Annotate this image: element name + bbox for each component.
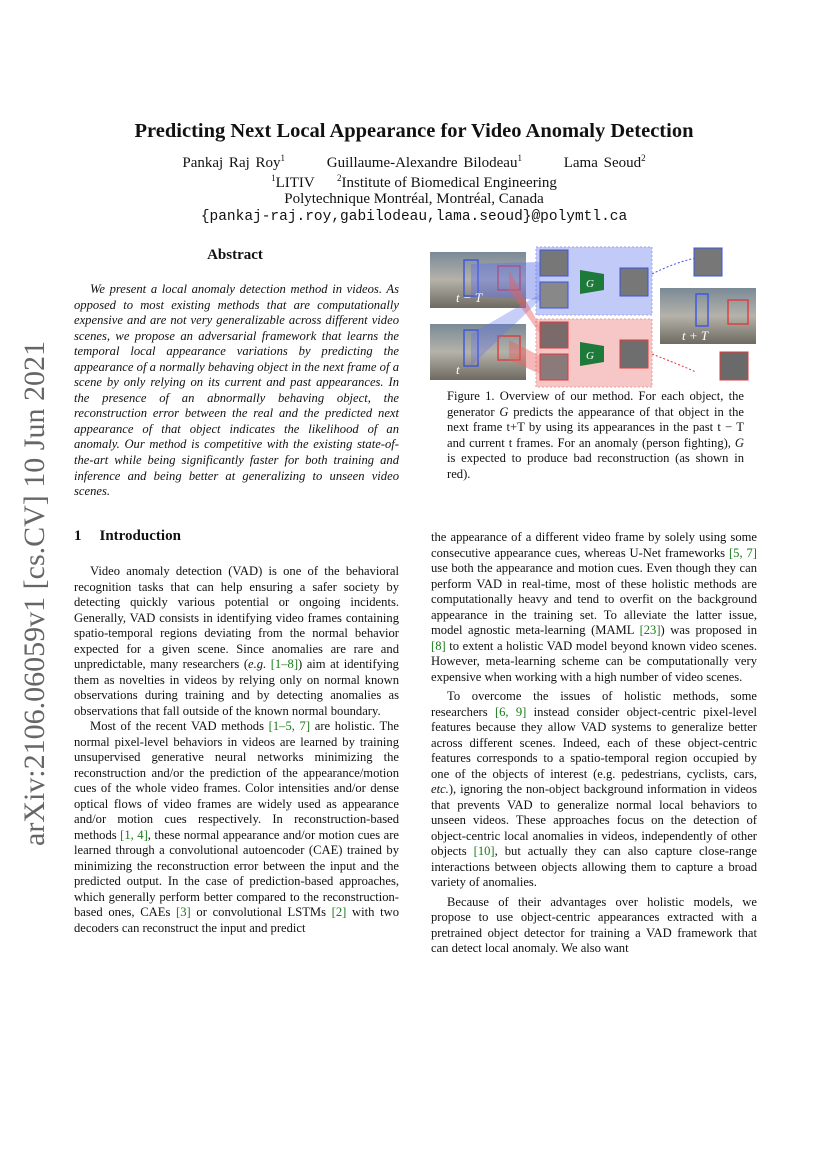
paper-title: Predicting Next Local Appearance for Video Anomaly Detection: [134, 120, 694, 142]
svg-text:t: t: [456, 362, 460, 377]
svg-text:t − T: t − T: [456, 290, 483, 305]
paragraph: Most of the recent VAD methods [1–5, 7] are holistic. The normal pixel-level behaviors in videos are learned by training unsupervised generative neural networks minimizing the reconstruction and/or the prediction of the appearance/motion cues of the whole video frames. Color intensities and/or dense optical flows of video frames are widely used as appearance and/or motion cues respectively. In reconstruction-based methods [1, 4], these normal appearance and/or motion cues are learned through a convolutional autoencoder (CAE) trained by minimizing the reconstruction error between the input and the predicted output. In the case of prediction-based approaches, which generally perform better compared to the reconstruction-based ones, CAEs [3] or convolutional LSTMs [2] with two decoders can reconstruct the input and predict: [74, 719, 400, 935]
figure-caption: Figure 1. Overview of our method. For each object, the generator G predicts the appearance of that object in the next frame t+T by using its appearances in the past t − T and current t frames. For an anomaly (person fighting), G is expected to produce bad reconstruction (as shown in red).: [447, 389, 744, 481]
svg-text:t + T: t + T: [682, 328, 709, 343]
abstract-text: We present a local anomaly detection method in videos. As opposed to most existing methods that are computationally expensive and are not very generalizable across different video scenes, we propose an adversarial framework that learns the temporal local appearance variations by predicting the appearance of a normally behaving object in the next frame of a scene by only relying on its current and past appearances. In the presence of an abnormally behaving object, the reconstruction error between the real and the predicted next appearance of that object indicates the likelihood of an anomaly. Our method is competitive with the existing state-of-the-art while being significantly faster for both training and inference and being better at generalizing to unseen video scenes.: [74, 282, 399, 499]
author: Pankaj Raj Roy$^1$: [182, 153, 286, 171]
author: Guillaume-Alexandre Bilodeau$^1$: [326, 153, 522, 171]
author-emails: {pankaj-raj.roy,gabilodeau,lama.seoud}@polymtl.ca: [200, 209, 628, 225]
figure-overview: [428, 244, 758, 390]
body-column-left: [74, 564, 399, 936]
paragraph: Because of their advantages over holistic models, we propose to use object-centric appearances extracted with a pretrained object detector for training a VAD framework that can detect local anomaly. We also want: [431, 894, 757, 955]
author: Lama Seoud$^2$: [563, 153, 646, 171]
arxiv-identifier: arXiv:2106.06059v1 [cs.CV] 10 Jun 2021: [18, 341, 51, 846]
paragraph: Video anomaly detection (VAD) is one of the behavioral recognition tasks that can help ensuring a safer society by detecting quickly various potential or ongoing incidents. Generally, VAD consists in identifying video frames containing spatio-temporal regions deviating from the normal behavior expected for a given scene. Since anomalies are rare and unpredictable, many researchers (e.g. [1–8]) aim at identifying them as novelties in videos by relying only on normal known observations during training and by detecting anomalies as observations that fall outside of the known normal boundary.: [74, 564, 399, 718]
svg-text:G: G: [586, 350, 594, 362]
abstract-heading: Abstract: [207, 247, 263, 263]
body-column-right: [431, 530, 757, 957]
paragraph: To overcome the issues of holistic methods, some researchers [6, 9] instead consider object-centric pixel-level features because they allow VAD systems to generalize better across different scenes. Indeed, each of these object-centric features corresponds to a spatio-temporal region occupied by one of the objects of interest (e.g. pedestrians, cyclists, cars, etc.), ignoring the non-object background information in videos that prevents VAD to generalize normal local behaviors to unseen videos. These approaches focus on the detection of object-centric local anomalies in videos, independently of other objects [10], but actually they can also capture close-range interactions between objects allowing them to capture a broad variety of anomalies.: [431, 689, 757, 889]
author-list: [0, 153, 828, 172]
paragraph: the appearance of a different video frame by solely using some consecutive appearance cues, whereas U-Net frameworks [5, 7] use both the appearance and motion cues. Even though they can perform VAD in real-time, most of these holistic methods are computationally heavy and tend to overfit on the background appearance in the training set. To alleviate the latter issue, model agnostic meta-learning (MAML [23]) was proposed in [8] to extent a holistic VAD model beyond known video scenes. However, meta-learning scheme can be computationally very expensive when working with a high number of video scenes.: [431, 530, 757, 684]
affiliation-institution: Polytechnique Montréal, Montréal, Canada: [284, 191, 544, 207]
svg-text:G: G: [586, 278, 594, 290]
section-heading: 1 Introduction: [74, 528, 181, 544]
affiliation-line: $^1$LITIV $^2$Institute of Biomedical Engineering: [271, 173, 557, 191]
